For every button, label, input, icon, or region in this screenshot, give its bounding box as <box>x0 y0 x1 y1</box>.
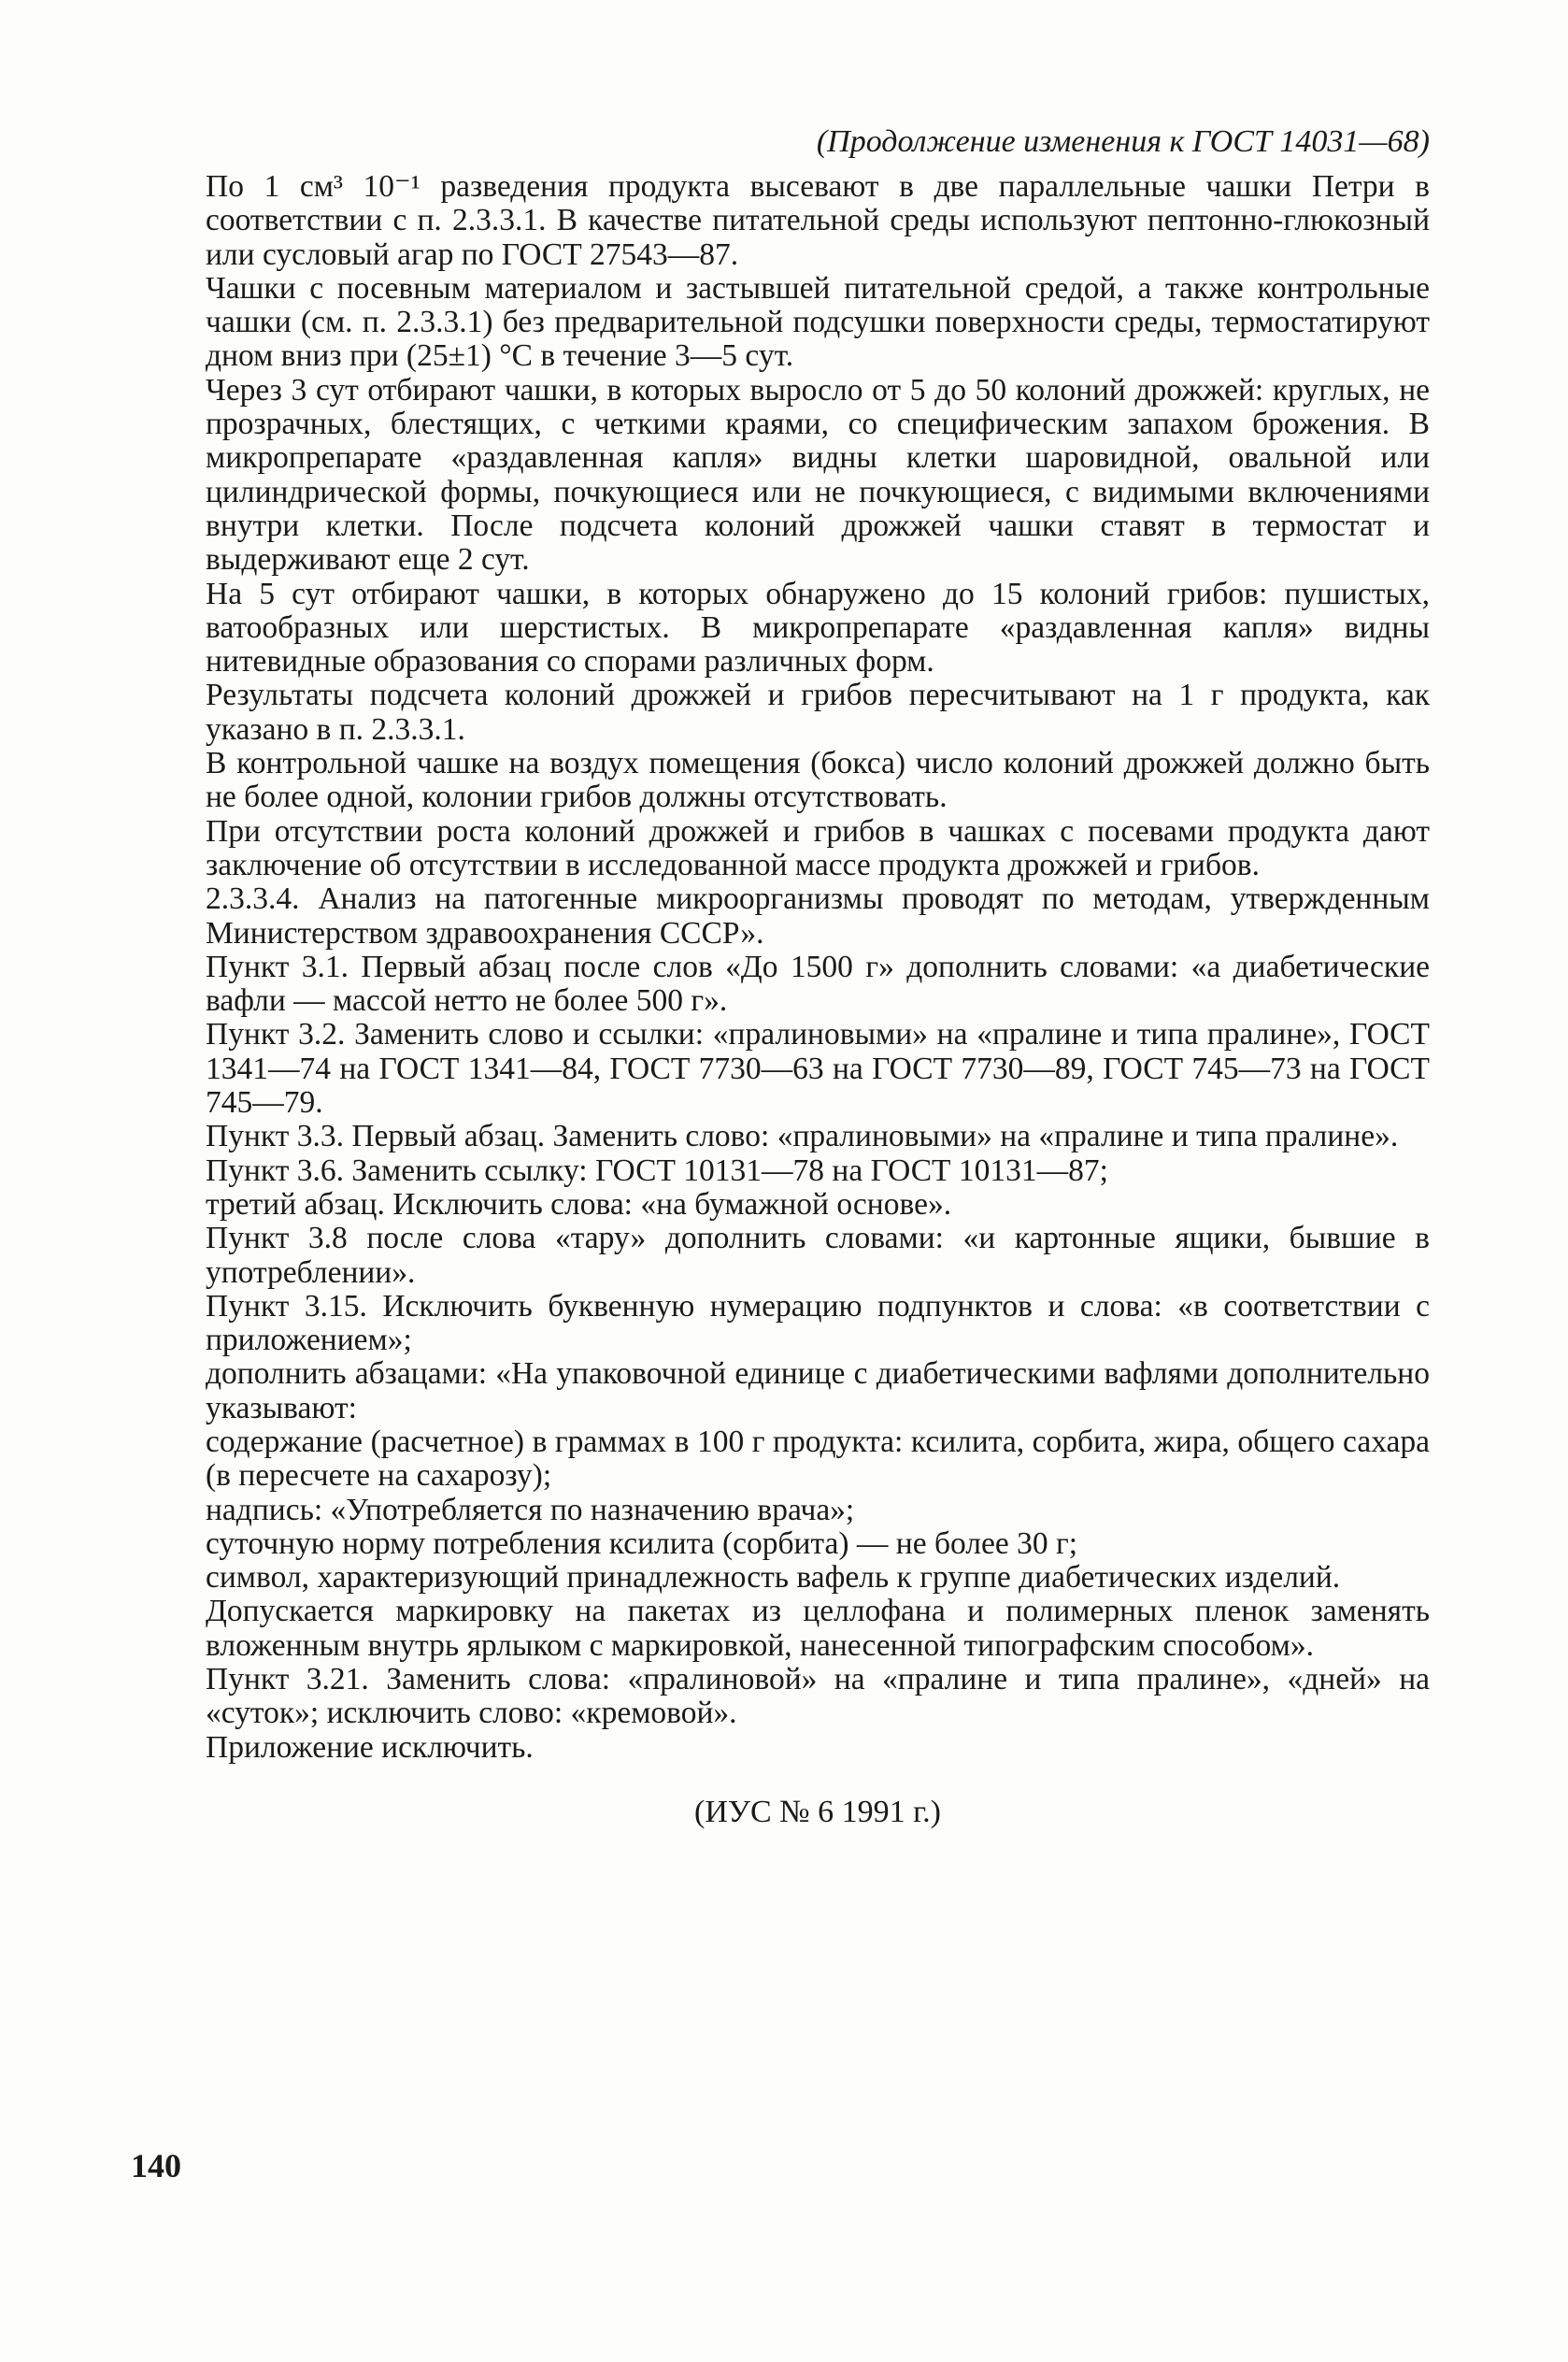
paragraph: Пункт 3.15. Исключить буквенную нумерацию подпунктов и слова: «в соответствии с приложением»; <box>206 1288 1430 1358</box>
paragraph: В контрольной чашке на воздух помещения (бокса) число колоний дрожжей должно быть не более одной, колонии грибов должны отсутствовать. <box>206 746 1430 815</box>
document-header: (Продолжение изменения к ГОСТ 14031—68) <box>816 124 1430 159</box>
paragraph: Через 3 сут отбирают чашки, в которых выросло от 5 до 50 колоний дрожжей: круглых, не прозрачных, блестящих, с четкими краями, со специфическим запахом брожения. В микропрепарате «раздавленная капля» видны клетки шаровидной, овальной или цилиндрической формы, почкующиеся или не почкующиеся, с видимыми включениями внутри клетки. После подсчета колоний дрожжей чашки ставят в термостат и выдерживают еще 2 сут. <box>206 372 1430 578</box>
paragraph: Пункт 3.21. Заменить слова: «пралиновой» на «пралине и типа пралине», «дней» на «суток»; исключить слово: «кремовой». <box>206 1662 1430 1731</box>
page-number: 140 <box>131 2147 181 2184</box>
paragraph: Чашки с посевным материалом и застывшей питательной средой, а также контрольные чашки (см. п. 2.3.3.1) без предварительной подсушки поверхности среды, термостатируют дном вниз при (25±1) °С в течение 3—5 сут. <box>206 270 1430 374</box>
paragraph: надпись: «Употребляется по назначению врача»; <box>206 1492 855 1527</box>
paragraph: Пункт 3.2. Заменить слово и ссылки: «пралиновыми» на «пралине и типа пралине», ГОСТ 1341—74 на ГОСТ 1341—84, ГОСТ 7730—63 на ГОСТ 7730—89, ГОСТ 745—73 на ГОСТ 745—79. <box>206 1017 1430 1121</box>
paragraph: символ, характеризующий принадлежность вафель к группе диабетических изделий. <box>206 1560 1341 1596</box>
paragraph: содержание (расчетное) в граммах в 100 г продукта: ксилита, сорбита, жира, общего сахара (в пересчете на сахарозу); <box>206 1424 1430 1494</box>
paragraph: третий абзац. Исключить слова: «на бумажной основе». <box>206 1186 952 1222</box>
paragraph: Пункт 3.1. Первый абзац после слов «До 1500 г» дополнить словами: «а диабетические вафли — массой нетто не более 500 г». <box>206 949 1430 1019</box>
paragraph: На 5 сут отбирают чашки, в которых обнаружено до 15 колоний грибов: пушистых, ватообразных или шерстистых. В микропрепарате «раздавленная капля» видны нитевидные образования со спорами различных форм. <box>206 576 1430 680</box>
paragraph: Результаты подсчета колоний дрожжей и грибов пересчитывают на 1 г продукта, как указано в п. 2.3.3.1. <box>206 678 1430 747</box>
paragraph: дополнить абзацами: «На упаковочной единице с диабетическими вафлями дополнительно указывают: <box>206 1356 1430 1425</box>
source-citation: (ИУС № 6 1991 г.) <box>694 1794 941 1829</box>
document-body <box>206 170 1430 1765</box>
document-page <box>206 122 1430 1830</box>
paragraph: Допускается маркировку на пакетах из целлофана и полимерных пленок заменять вложенным внутрь ярлыком с маркировкой, нанесенной типографским способом». <box>206 1594 1430 1663</box>
paragraph: 2.3.3.4. Анализ на патогенные микроорганизмы проводят по методам, утвержденным Министерством здравоохранения СССР». <box>206 881 1430 951</box>
paragraph: Приложение исключить. <box>206 1729 534 1765</box>
paragraph: Пункт 3.6. Заменить ссылку: ГОСТ 10131—78 на ГОСТ 10131—87; <box>206 1152 1108 1188</box>
paragraph: По 1 см³ 10⁻¹ разведения продукта высевают в две параллельные чашки Петри в соответствии с п. 2.3.3.1. В качестве питательной среды используют пептонно-глюкозный или сусловый агар по ГОСТ 27543—87. <box>206 169 1430 272</box>
paragraph: суточную норму потребления ксилита (сорбита) — не более 30 г; <box>206 1525 1078 1561</box>
paragraph: Пункт 3.8 после слова «тару» дополнить словами: «и картонные ящики, бывшие в употреблении». <box>206 1221 1430 1290</box>
paragraph: При отсутствии роста колоний дрожжей и грибов в чашках с посевами продукта дают заключение об отсутствии в исследованной массе продукта дрожжей и грибов. <box>206 813 1430 882</box>
paragraph: Пункт 3.3. Первый абзац. Заменить слово: «пралиновыми» на «пралине и типа пралине». <box>206 1119 1399 1154</box>
